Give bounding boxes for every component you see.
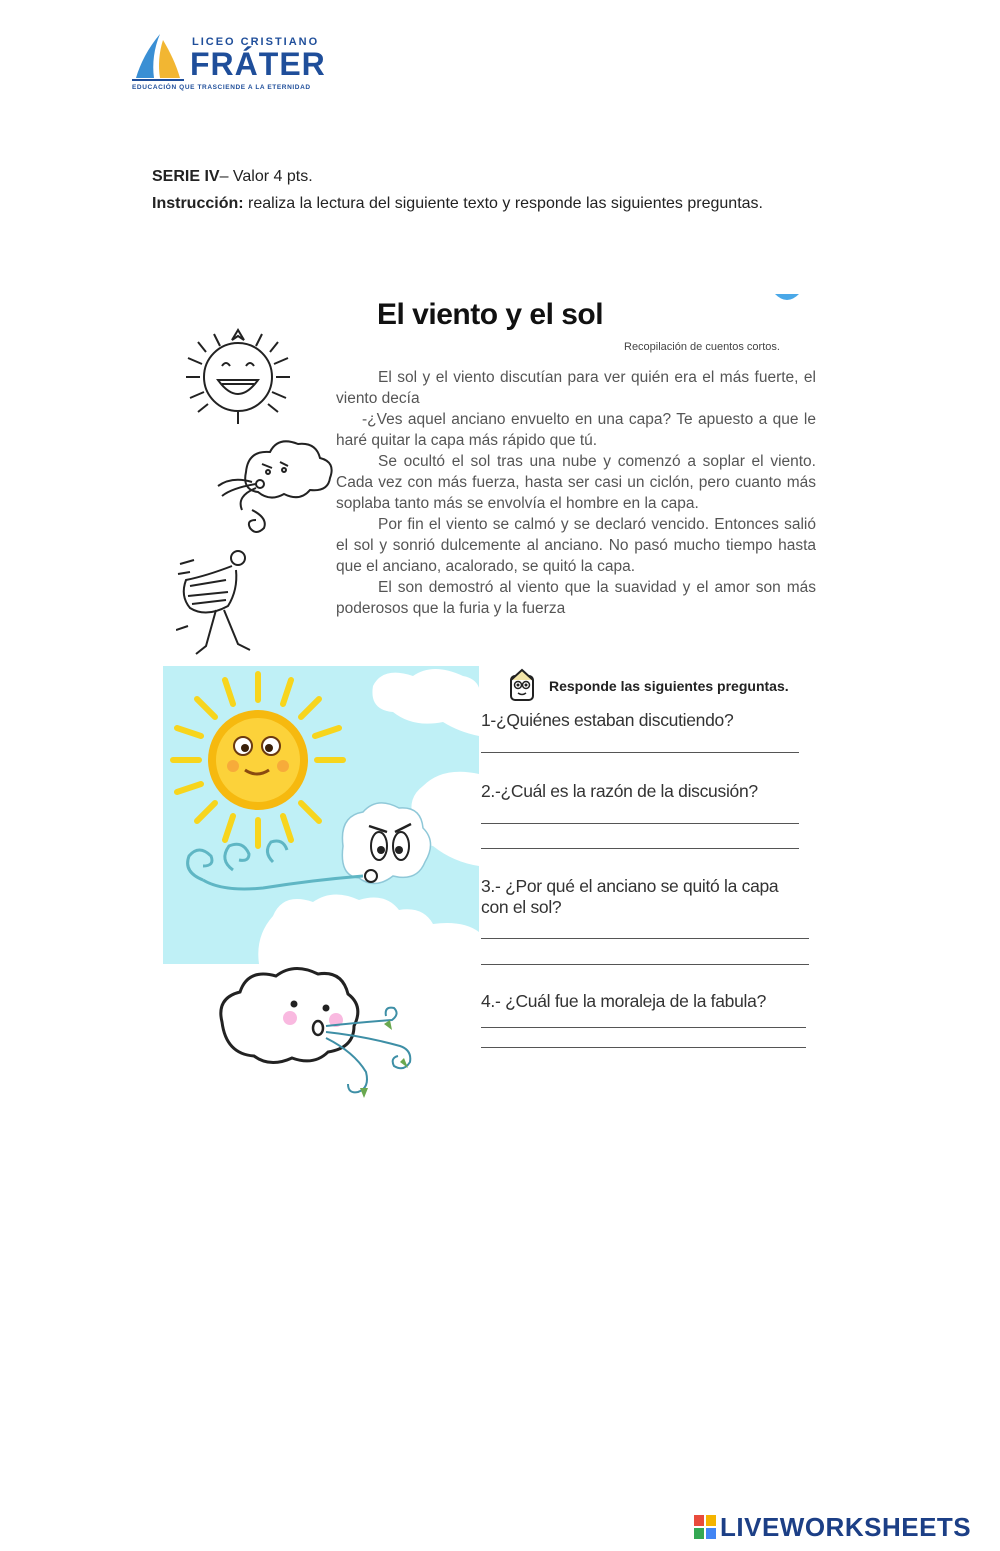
brand-text: LIVEWORKSHEETS [720,1512,972,1542]
logo-main-text: FRÁTER [190,46,326,82]
answer-line [481,823,799,824]
story-paragraph: Por fin el viento se calmó y se declaró vencido. Entonces salió el sol y sonrió dulcemente al anciano. No pasó mucho tiempo hasta que el anciano, acalorado, se quitó la capa. [336,516,816,575]
story-title: El viento y el sol [377,298,604,331]
story-source: Recopilación de cuentos cortos. [624,341,780,353]
instruction-label: Instrucción: [152,195,244,212]
question-2: 2.-¿Cuál es la razón de la discusión? [481,781,758,801]
sun-blowing-cloud-icon [163,666,479,964]
question-4: 4.- ¿Cuál fue la moraleja de la fabula? [481,991,766,1011]
smiling-sun-sketch-icon [178,322,298,432]
story-paragraph: -¿Ves aquel anciano envuelto en una capa? Te apuesto a que le haré quitar la capa más rápido que tú. [336,411,816,449]
logo-top-text: LICEO CRISTIANO [192,36,320,48]
answer-line [481,1047,806,1048]
answer-line [481,752,799,753]
answer-line [481,848,799,849]
cute-blowing-cloud-icon [214,962,428,1104]
story-paragraph: Se ocultó el sol tras una nube y comenzó a soplar el viento. Cada vez con más fuerza, hasta ser casi un ciclón, pero cuanto más soplaba tanto más se envolvía el hombre en la capa. [336,453,816,512]
answer-line [481,1027,806,1028]
instruction [152,192,860,216]
serie-value: – Valor 4 pts. [219,168,313,185]
pencil-character-icon [508,668,536,702]
sun-and-cloud-picture [163,666,479,964]
answer-line [481,938,809,939]
serie-heading [152,168,313,186]
story-paragraph: El sol y el viento discutían para ver quién era el más fuerte, el viento decía [336,369,816,407]
question-1: 1-¿Quiénes estaban discutiendo? [481,710,734,730]
instruction-text: realiza la lectura del siguiente texto y responde las siguientes preguntas. [243,195,763,212]
story-paragraph: El son demostró al viento que la suavidad y el amor son más poderosos que la furia y la fuerza [336,579,816,617]
answer-line [481,964,809,965]
decorative-blue-arc [773,290,801,306]
questions-heading: Responde las siguientes preguntas. [549,678,789,694]
story-text [336,367,816,619]
old-man-with-cape-sketch-icon [176,546,266,662]
liveworksheets-logo-icon [694,1515,716,1539]
sail-logo-icon [130,32,186,82]
serie-label: SERIE IV [152,168,220,185]
school-logo [130,30,350,96]
question-3: 3.- ¿Por qué el anciano se quitó la capa con el sol? [481,876,779,917]
logo-tagline: EDUCACIÓN QUE TRASCIENDE A LA ETERNIDAD [132,84,311,91]
blowing-cloud-sketch-icon [212,432,337,542]
